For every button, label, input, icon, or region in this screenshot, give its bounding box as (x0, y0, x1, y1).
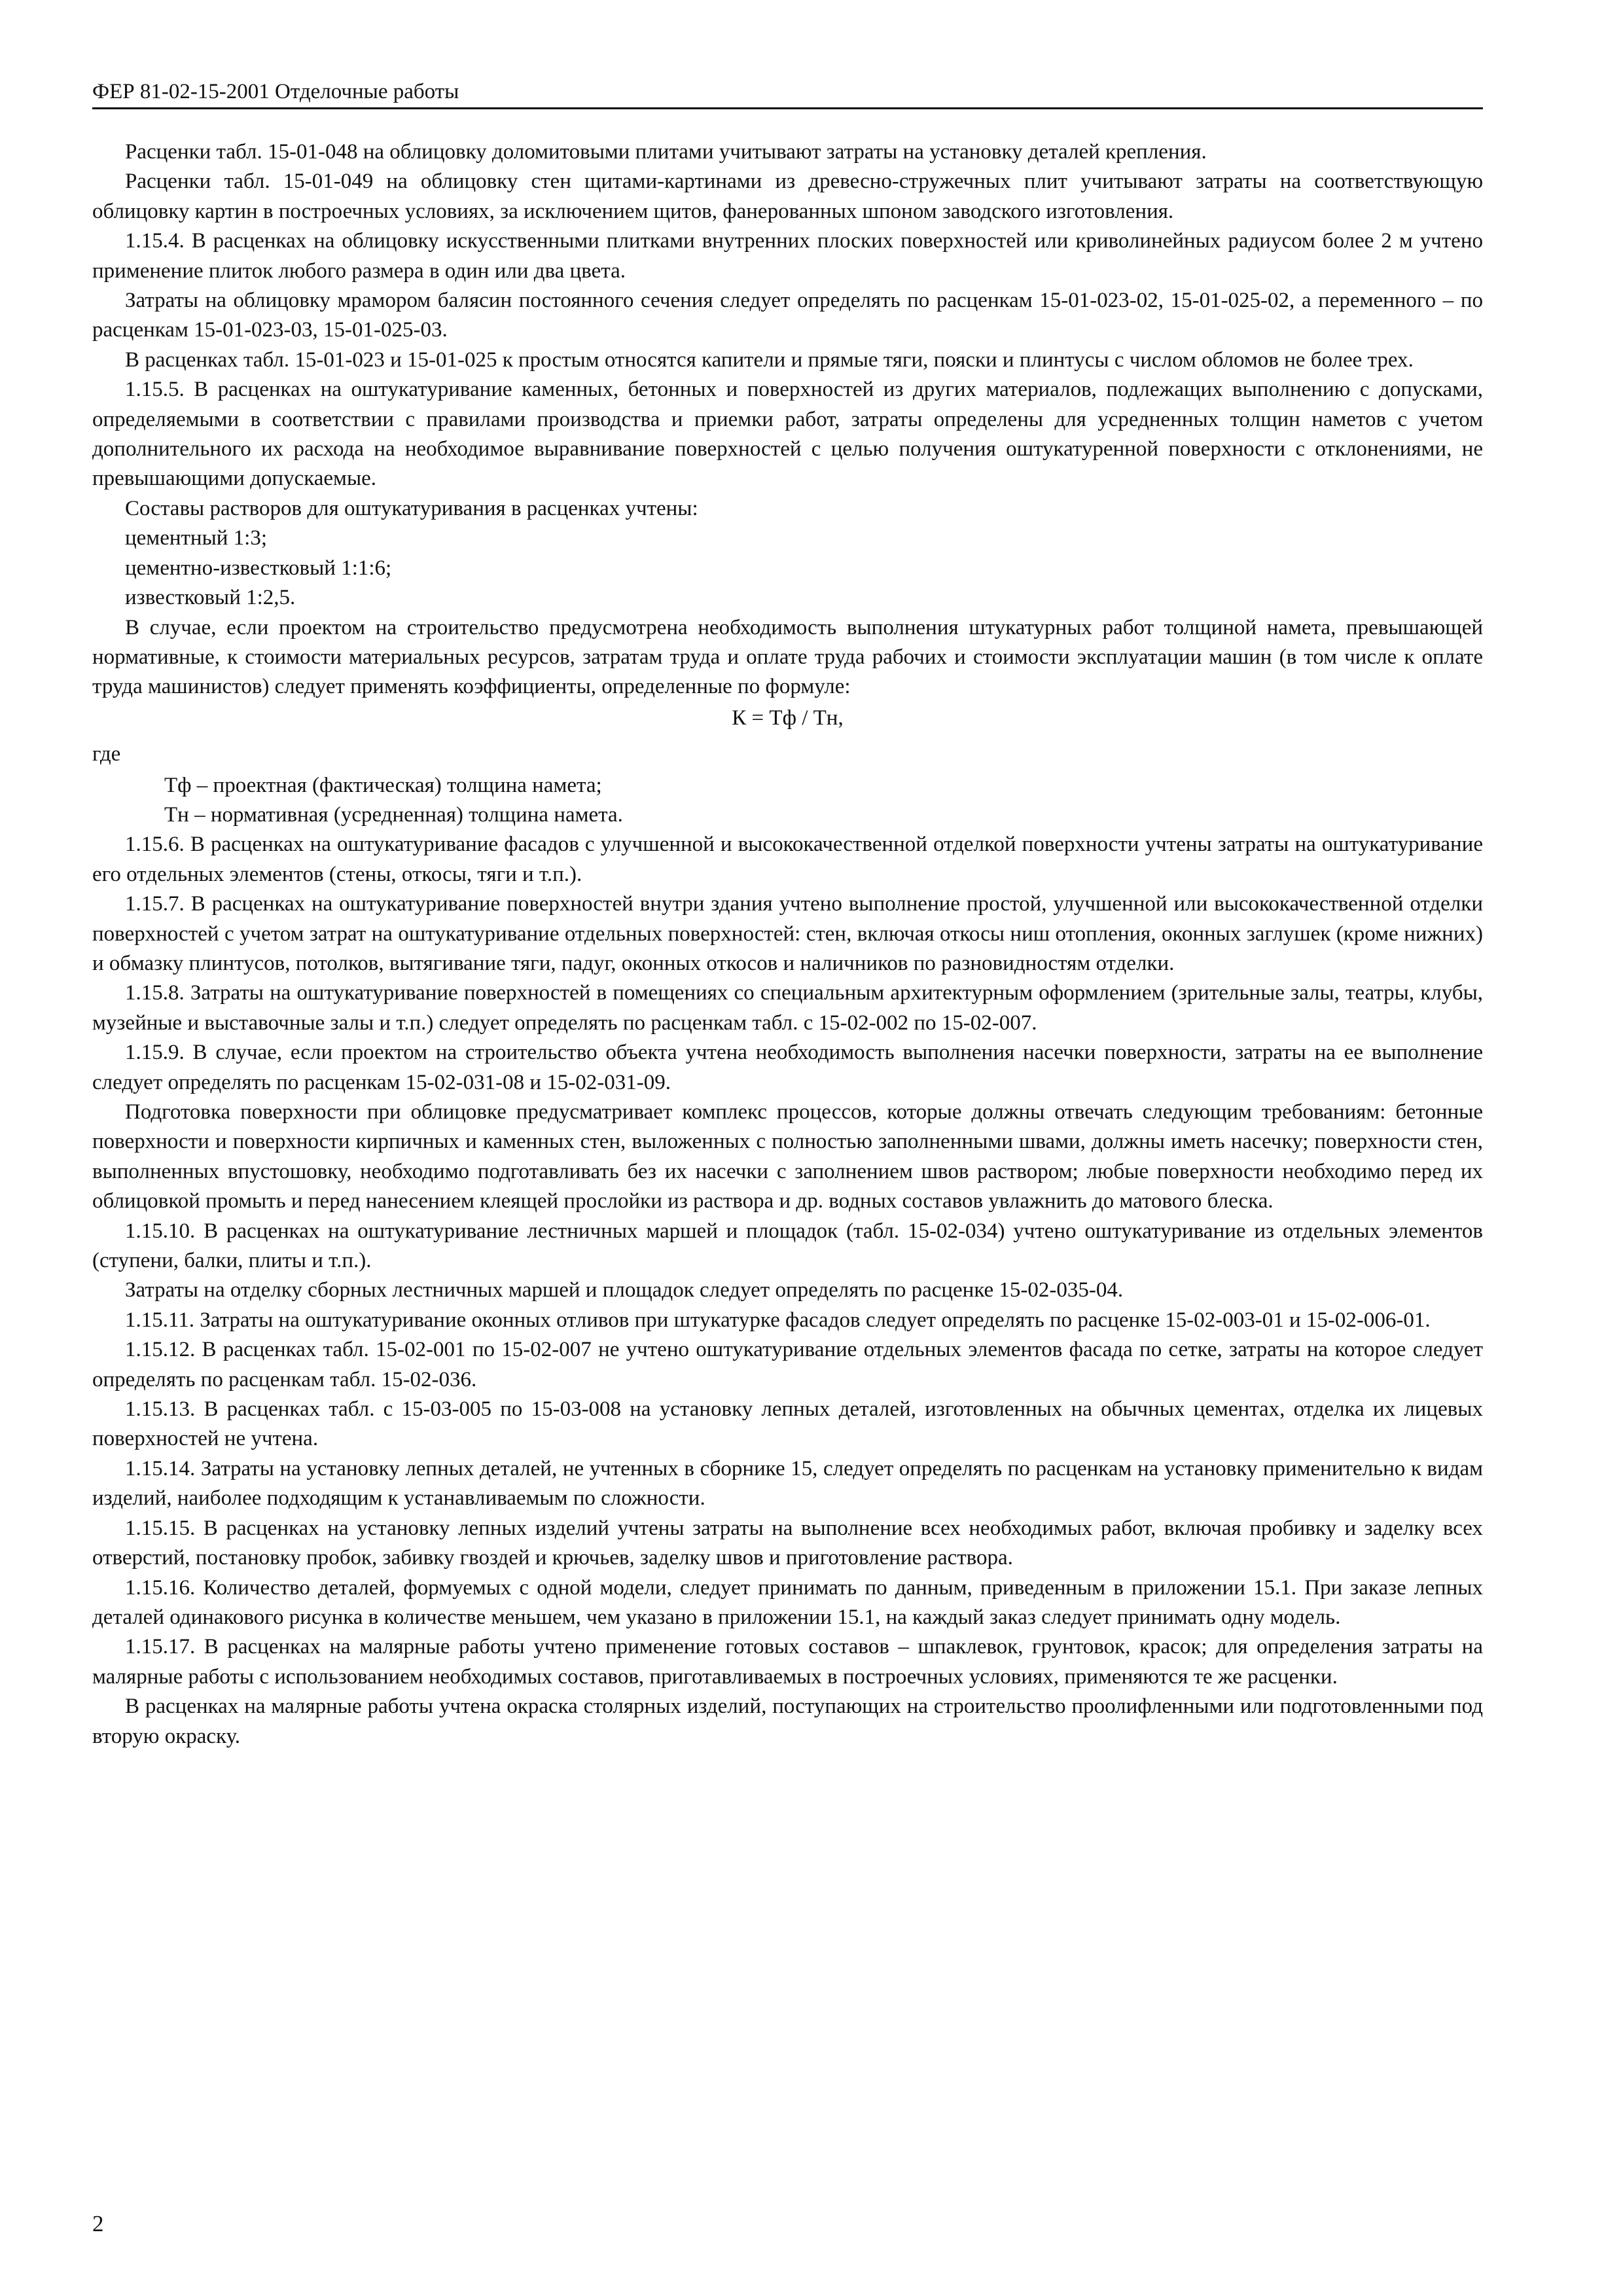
formula: К = Тф / Тн, (732, 706, 844, 730)
paragraph: 1.15.16. Количество деталей, формуемых с одной модели, следует принимать по данным, приведенным в приложении 15.1. При заказе лепных деталей одинакового рисунка в количестве меньшем, чем указано в приложении 15.1, на каждый заказ следует принимать одну модель. (92, 1575, 1483, 1629)
formula-definition: Тф – проектная (фактическая) толщина намета; (164, 773, 602, 797)
paragraph: Затраты на отделку сборных лестничных маршей и площадок следует определять по расценке 15-02-035-04. (125, 1278, 1124, 1302)
page-number: 2 (92, 2211, 104, 2236)
mortar-composition: цементно-известковый 1:1:6; (125, 556, 392, 580)
paragraph: Расценки табл. 15-01-049 на облицовку стен щитами-картинами из древесно-стружечных плит учитывают затраты на соответствующую облицовку картин в построечных условиях, за исключением щитов, фанерованных шпоном заводского изготовления. (92, 170, 1483, 223)
paragraph: 1.15.9. В случае, если проектом на строительство объекта учтена необходимость выполнения насечки поверхности, затраты на ее выполнение следует определять по расценкам 15-02-031-08 и 15-02-031-09. (92, 1041, 1483, 1094)
paragraph: Подготовка поверхности при облицовке предусматривает комплекс процессов, которые должны отвечать следующим требованиям: бетонные поверхности и поверхности кирпичных и каменных стен, выложенных с полностью заполненными швами, должны иметь насечку; поверхности стен, выполненных впустошовку, необходимо подготавливать без их насечки с заполнением швов раствором; любые поверхности необходимо перед их облицовкой промыть и перед нанесением клеящей прослойки из раствора и др. водных составов увлажнить до матового блеска. (92, 1100, 1483, 1213)
paragraph: 1.15.12. В расценках табл. 15-02-001 по 15-02-007 не учтено оштукатуривание отдельных элементов фасада по сетке, затраты на которое следует определять по расценкам табл. 15-02-036. (92, 1338, 1483, 1391)
paragraph: Составы растворов для оштукатуривания в расценках учтены: (125, 496, 698, 520)
paragraph: 1.15.7. В расценках на оштукатуривание поверхностей внутри здания учтено выполнение простой, улучшенной или высококачественной отделки поверхностей с учетом затрат на оштукатуривание отдельных поверхностей: стен, включая откосы ниш отопления, оконных заглушек (кроме нижних) и обмазку плинтусов, потолков, вытягивание тяги, падуг, оконных откосов и наличников по разновидностям отделки. (92, 892, 1483, 975)
formula-where: где (92, 742, 121, 766)
paragraph: 1.15.15. В расценках на установку лепных изделий учтены затраты на выполнение всех необходимых работ, включая пробивку и заделку всех отверстий, постановку пробок, забивку гвоздей и крючьев, заделку швов и приготовление раствора. (92, 1516, 1483, 1570)
paragraph: Расценки табл. 15-01-048 на облицовку доломитовыми плитами учитывают затраты на установку деталей крепления. (125, 140, 1207, 164)
paragraph: 1.15.4. В расценках на облицовку искусственными плитками внутренних плоских поверхностей или криволинейных радиусом более 2 м учтено применение плиток любого размера в один или два цвета. (92, 229, 1483, 283)
paragraph: Затраты на облицовку мрамором балясин постоянного сечения следует определять по расценкам 15-01-023-02, 15-01-025-02, а переменного – по расценкам 15-01-023-03, 15-01-025-03. (92, 289, 1483, 342)
running-header: ФЕР 81-02-15-2001 Отделочные работы (92, 77, 1483, 109)
mortar-composition: цементный 1:3; (125, 526, 267, 550)
paragraph: 1.15.17. В расценках на малярные работы учтено применение готовых составов – шпаклевок, грунтовок, красок; для определения затраты на малярные работы с использованием необходимых составов, приготавливаемых в построечных условиях, применяются те же расценки. (92, 1635, 1483, 1689)
paragraph: 1.15.5. В расценках на оштукатуривание каменных, бетонных и поверхностей из других материалов, подлежащих выполнению с допусками, определяемыми в соответствии с правилами производства и приемки работ, затраты определены для усредненных толщин наметов с учетом дополнительного их расхода на необходимое выравнивание поверхностей с целью получения оштукатуренной поверхности с отклонениями, не превышающими допускаемые. (92, 378, 1483, 491)
paragraph: В расценках на малярные работы учтена окраска столярных изделий, поступающих на строительство проолифленными или подготовленными под вторую окраску. (92, 1695, 1483, 1748)
paragraph: 1.15.13. В расценках табл. с 15-03-005 по 15-03-008 на установку лепных деталей, изготовленных на обычных цементах, отделка их лицевых поверхностей не учтена. (92, 1397, 1483, 1451)
formula-definition: Тн – нормативная (усредненная) толщина намета. (164, 802, 623, 827)
paragraph: 1.15.6. В расценках на оштукатуривание фасадов с улучшенной и высококачественной отделкой поверхности учтены затраты на оштукатуривание его отдельных элементов (стены, откосы, тяги и т.п.). (92, 833, 1483, 886)
paragraph: 1.15.14. Затраты на установку лепных деталей, не учтенных в сборнике 15, следует определять по расценкам на установку применительно к видам изделий, наиболее подходящим к устанавливаемым по сложности. (92, 1456, 1483, 1511)
paragraph: В расценках табл. 15-01-023 и 15-01-025 к простым относятся капители и прямые тяги, пояски и плинтусы с числом обломов не более трех. (125, 348, 1414, 372)
mortar-composition: известковый 1:2,5. (125, 586, 296, 610)
document-body (92, 137, 1483, 1751)
paragraph: 1.15.8. Затраты на оштукатуривание поверхностей в помещениях со специальным архитектурным оформлением (зрительные залы, театры, клубы, музейные и выставочные залы и т.п.) следует определять по расценкам табл. с 15-02-002 по 15-02-007. (92, 981, 1483, 1035)
paragraph: 1.15.11. Затраты на оштукатуривание оконных отливов при штукатурке фасадов следует определять по расценке 15-02-003-01 и 15-02-006-01. (125, 1308, 1431, 1332)
paragraph: В случае, если проектом на строительство предусмотрена необходимость выполнения штукатурных работ толщиной намета, превышающей нормативные, к стоимости материальных ресурсов, затратам труда и оплате труда рабочих и стоимости эксплуатации машин (в том числе к оплате труда машинистов) следует применять коэффициенты, определенные по формуле: (92, 615, 1483, 699)
paragraph: 1.15.10. В расценках на оштукатуривание лестничных маршей и площадок (табл. 15-02-034) учтено оштукатуривание из отдельных элементов (ступени, балки, плиты и т.п.). (92, 1219, 1483, 1273)
